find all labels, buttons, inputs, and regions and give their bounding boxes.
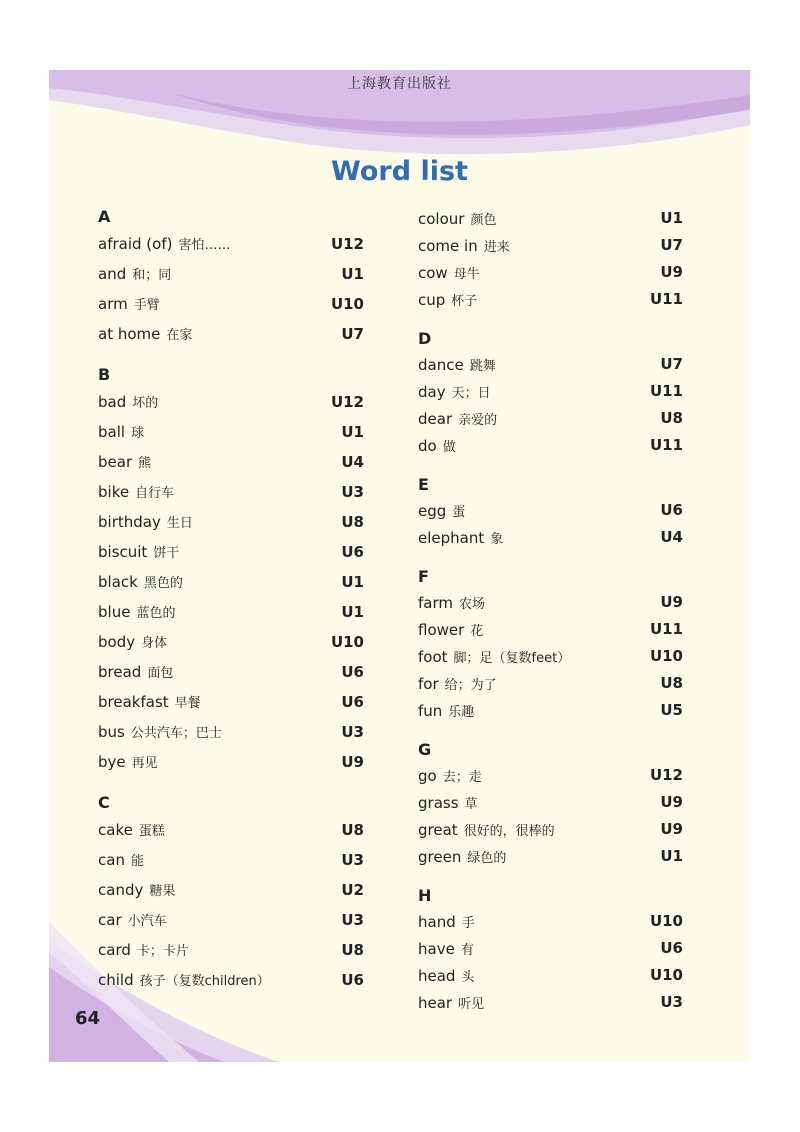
entry-unit: U3 <box>341 851 364 869</box>
word-entry <box>98 537 364 567</box>
word-entry <box>98 387 364 417</box>
entry-meaning: 公共汽车；巴士 <box>130 726 222 741</box>
entry-meaning: 蛋 <box>452 505 466 520</box>
entry-word: cow <box>418 264 448 282</box>
word-entry <box>98 229 364 259</box>
entry-meaning: 蓝色的 <box>136 606 176 621</box>
entry-word: afraid (of) <box>98 235 173 253</box>
entry-meaning: 孩子（复数children） <box>139 974 270 989</box>
word-entry <box>98 687 364 717</box>
word-entry <box>418 378 683 405</box>
entry-word: elephant <box>418 529 485 547</box>
section-letter-f: F <box>418 567 429 586</box>
entry-meaning: 绿色的 <box>467 851 507 866</box>
word-entry <box>418 843 683 870</box>
entry-word: head <box>418 967 456 985</box>
word-entry <box>98 627 364 657</box>
entry-word: candy <box>98 881 144 899</box>
entry-meaning: 蛋糕 <box>138 824 165 839</box>
entry-word: egg <box>418 502 447 520</box>
word-entry <box>418 351 683 378</box>
word-entry <box>418 670 683 697</box>
word-list-left-column <box>98 205 364 995</box>
entry-word: for <box>418 675 439 693</box>
entry-meaning: 在家 <box>166 328 193 343</box>
word-entry <box>98 875 364 905</box>
entry-meaning: 农场 <box>459 597 486 612</box>
word-list-right-column <box>418 205 683 1016</box>
entry-word: come in <box>418 237 478 255</box>
entry-unit: U5 <box>660 701 683 719</box>
entry-word: can <box>98 851 125 869</box>
word-entry <box>418 643 683 670</box>
entry-unit: U2 <box>341 881 364 899</box>
entry-word: biscuit <box>98 543 148 561</box>
word-entry <box>98 717 364 747</box>
entry-word: dance <box>418 356 464 374</box>
entry-meaning: 有 <box>460 943 474 958</box>
entry-word: day <box>418 383 446 401</box>
entry-unit: U8 <box>341 941 364 959</box>
entry-word: flower <box>418 621 465 639</box>
entry-meaning: 坏的 <box>132 396 159 411</box>
entry-unit: U3 <box>341 911 364 929</box>
section-letter-e: E <box>418 475 429 494</box>
entry-meaning: 亲爱的 <box>458 413 498 428</box>
entry-word: do <box>418 437 437 455</box>
entry-unit: U6 <box>660 939 683 957</box>
page-number: 64 <box>75 1008 101 1029</box>
entry-unit: U6 <box>341 693 364 711</box>
entry-unit: U12 <box>330 393 364 411</box>
entry-word: hand <box>418 913 456 931</box>
entry-unit: U9 <box>660 593 683 611</box>
entry-unit: U6 <box>341 971 364 989</box>
entry-meaning: 能 <box>130 854 144 869</box>
section-letter-g: G <box>418 740 432 759</box>
word-entry <box>98 747 364 777</box>
entry-meaning: 听见 <box>458 997 485 1012</box>
entry-unit: U10 <box>330 633 364 651</box>
section-letter-a: A <box>98 207 111 226</box>
entry-meaning: 自行车 <box>135 486 175 501</box>
entry-meaning: 早餐 <box>174 696 201 711</box>
entry-meaning: 面包 <box>147 666 174 681</box>
entry-unit: U1 <box>341 265 364 283</box>
entry-meaning: 害怕…… <box>178 238 231 253</box>
entry-word: bike <box>98 483 130 501</box>
word-entry <box>418 232 683 259</box>
word-entry <box>98 417 364 447</box>
entry-word: bye <box>98 753 126 771</box>
entry-unit: U11 <box>649 290 683 308</box>
entry-meaning: 给；为了 <box>444 678 497 693</box>
entry-word: have <box>418 940 455 958</box>
entry-meaning: 杯子 <box>451 294 478 309</box>
entry-word: foot <box>418 648 448 666</box>
word-entry <box>418 259 683 286</box>
entry-word: colour <box>418 210 465 228</box>
entry-word: bus <box>98 723 125 741</box>
entry-unit: U11 <box>649 436 683 454</box>
entry-word: black <box>98 573 138 591</box>
word-entry <box>98 845 364 875</box>
entry-word: card <box>98 941 131 959</box>
entry-unit: U1 <box>341 573 364 591</box>
entry-unit: U6 <box>341 543 364 561</box>
entry-meaning: 去；走 <box>442 770 482 785</box>
entry-meaning: 脚；足（复数feet） <box>453 651 571 666</box>
word-entry <box>98 319 364 349</box>
entry-meaning: 象 <box>490 532 504 547</box>
entry-word: green <box>418 848 462 866</box>
word-entry <box>98 507 364 537</box>
entry-meaning: 生日 <box>166 516 193 531</box>
entry-meaning: 母牛 <box>453 267 480 282</box>
entry-meaning: 饼干 <box>153 546 180 561</box>
publisher-header: 上海教育出版社 <box>347 76 452 92</box>
entry-meaning: 很好的，很棒的 <box>463 824 555 839</box>
entry-word: ball <box>98 423 126 441</box>
entry-unit: U1 <box>341 423 364 441</box>
word-entry <box>418 762 683 789</box>
entry-unit: U8 <box>660 674 683 692</box>
entry-unit: U6 <box>341 663 364 681</box>
entry-unit: U4 <box>660 528 683 546</box>
word-entry <box>418 205 683 232</box>
word-entry <box>418 432 683 459</box>
word-entry <box>98 815 364 845</box>
entry-word: fun <box>418 702 443 720</box>
entry-word: great <box>418 821 458 839</box>
entry-word: breakfast <box>98 693 169 711</box>
entry-meaning: 草 <box>464 797 478 812</box>
entry-meaning: 乐趣 <box>448 705 475 720</box>
entry-word: arm <box>98 295 128 313</box>
entry-word: bad <box>98 393 127 411</box>
entry-meaning: 熊 <box>138 456 152 471</box>
entry-unit: U7 <box>660 236 683 254</box>
entry-meaning: 球 <box>131 426 145 441</box>
word-entry <box>418 524 683 551</box>
section-letter-d: D <box>418 329 432 348</box>
word-entry <box>418 405 683 432</box>
word-entry <box>98 597 364 627</box>
entry-unit: U1 <box>341 603 364 621</box>
word-entry <box>98 477 364 507</box>
entry-word: body <box>98 633 136 651</box>
entry-unit: U3 <box>341 723 364 741</box>
entry-word: cake <box>98 821 133 839</box>
entry-unit: U9 <box>660 820 683 838</box>
entry-word: birthday <box>98 513 161 531</box>
word-entry <box>98 259 364 289</box>
entry-unit: U7 <box>341 325 364 343</box>
entry-meaning: 糖果 <box>149 884 176 899</box>
word-entry <box>418 497 683 524</box>
entry-unit: U8 <box>660 409 683 427</box>
entry-unit: U10 <box>649 966 683 984</box>
entry-meaning: 做 <box>442 440 456 455</box>
entry-unit: U9 <box>341 753 364 771</box>
entry-unit: U7 <box>660 355 683 373</box>
entry-word: hear <box>418 994 453 1012</box>
entry-word: dear <box>418 410 453 428</box>
word-entry <box>418 935 683 962</box>
word-entry <box>98 567 364 597</box>
entry-unit: U12 <box>649 766 683 784</box>
entry-unit: U6 <box>660 501 683 519</box>
entry-unit: U1 <box>660 209 683 227</box>
entry-meaning: 再见 <box>131 756 158 771</box>
entry-meaning: 进来 <box>483 240 510 255</box>
word-entry <box>98 447 364 477</box>
word-entry <box>418 616 683 643</box>
entry-unit: U9 <box>660 263 683 281</box>
entry-unit: U9 <box>660 793 683 811</box>
entry-word: and <box>98 265 127 283</box>
textbook-page <box>49 70 750 1062</box>
entry-meaning: 身体 <box>141 636 168 651</box>
entry-unit: U3 <box>660 993 683 1011</box>
entry-meaning: 手臂 <box>133 298 160 313</box>
word-entry <box>418 962 683 989</box>
entry-meaning: 跳舞 <box>469 359 496 374</box>
entry-meaning: 黑色的 <box>143 576 183 591</box>
entry-word: blue <box>98 603 131 621</box>
entry-unit: U10 <box>330 295 364 313</box>
entry-unit: U11 <box>649 382 683 400</box>
entry-unit: U3 <box>341 483 364 501</box>
entry-word: cup <box>418 291 446 309</box>
word-entry <box>418 908 683 935</box>
entry-unit: U10 <box>649 912 683 930</box>
entry-meaning: 手 <box>461 916 475 931</box>
entry-unit: U11 <box>649 620 683 638</box>
section-letter-c: C <box>98 793 110 812</box>
word-entry <box>98 965 364 995</box>
entry-word: car <box>98 911 122 929</box>
word-entry <box>98 289 364 319</box>
word-entry <box>98 905 364 935</box>
entry-word: farm <box>418 594 453 612</box>
entry-meaning: 天；日 <box>451 386 491 401</box>
entry-meaning: 卡；卡片 <box>136 944 189 959</box>
entry-word: bread <box>98 663 142 681</box>
entry-word: go <box>418 767 437 785</box>
word-entry <box>418 697 683 724</box>
entry-unit: U8 <box>341 821 364 839</box>
entry-unit: U10 <box>649 647 683 665</box>
entry-unit: U8 <box>341 513 364 531</box>
entry-meaning: 头 <box>461 970 475 985</box>
word-entry <box>98 935 364 965</box>
entry-meaning: 花 <box>470 624 484 639</box>
entry-word: at home <box>98 325 161 343</box>
entry-unit: U12 <box>330 235 364 253</box>
entry-meaning: 和；同 <box>132 268 172 283</box>
word-entry <box>418 286 683 313</box>
entry-meaning: 颜色 <box>470 213 497 228</box>
entry-word: bear <box>98 453 133 471</box>
entry-meaning: 小汽车 <box>127 914 167 929</box>
word-entry <box>418 989 683 1016</box>
word-entry <box>418 589 683 616</box>
entry-word: grass <box>418 794 459 812</box>
entry-unit: U4 <box>341 453 364 471</box>
entry-word: child <box>98 971 134 989</box>
word-entry <box>98 657 364 687</box>
entry-unit: U1 <box>660 847 683 865</box>
page-title: Word list <box>331 156 468 187</box>
word-entry <box>418 816 683 843</box>
section-letter-h: H <box>418 886 432 905</box>
word-entry <box>418 789 683 816</box>
section-letter-b: B <box>98 365 111 384</box>
